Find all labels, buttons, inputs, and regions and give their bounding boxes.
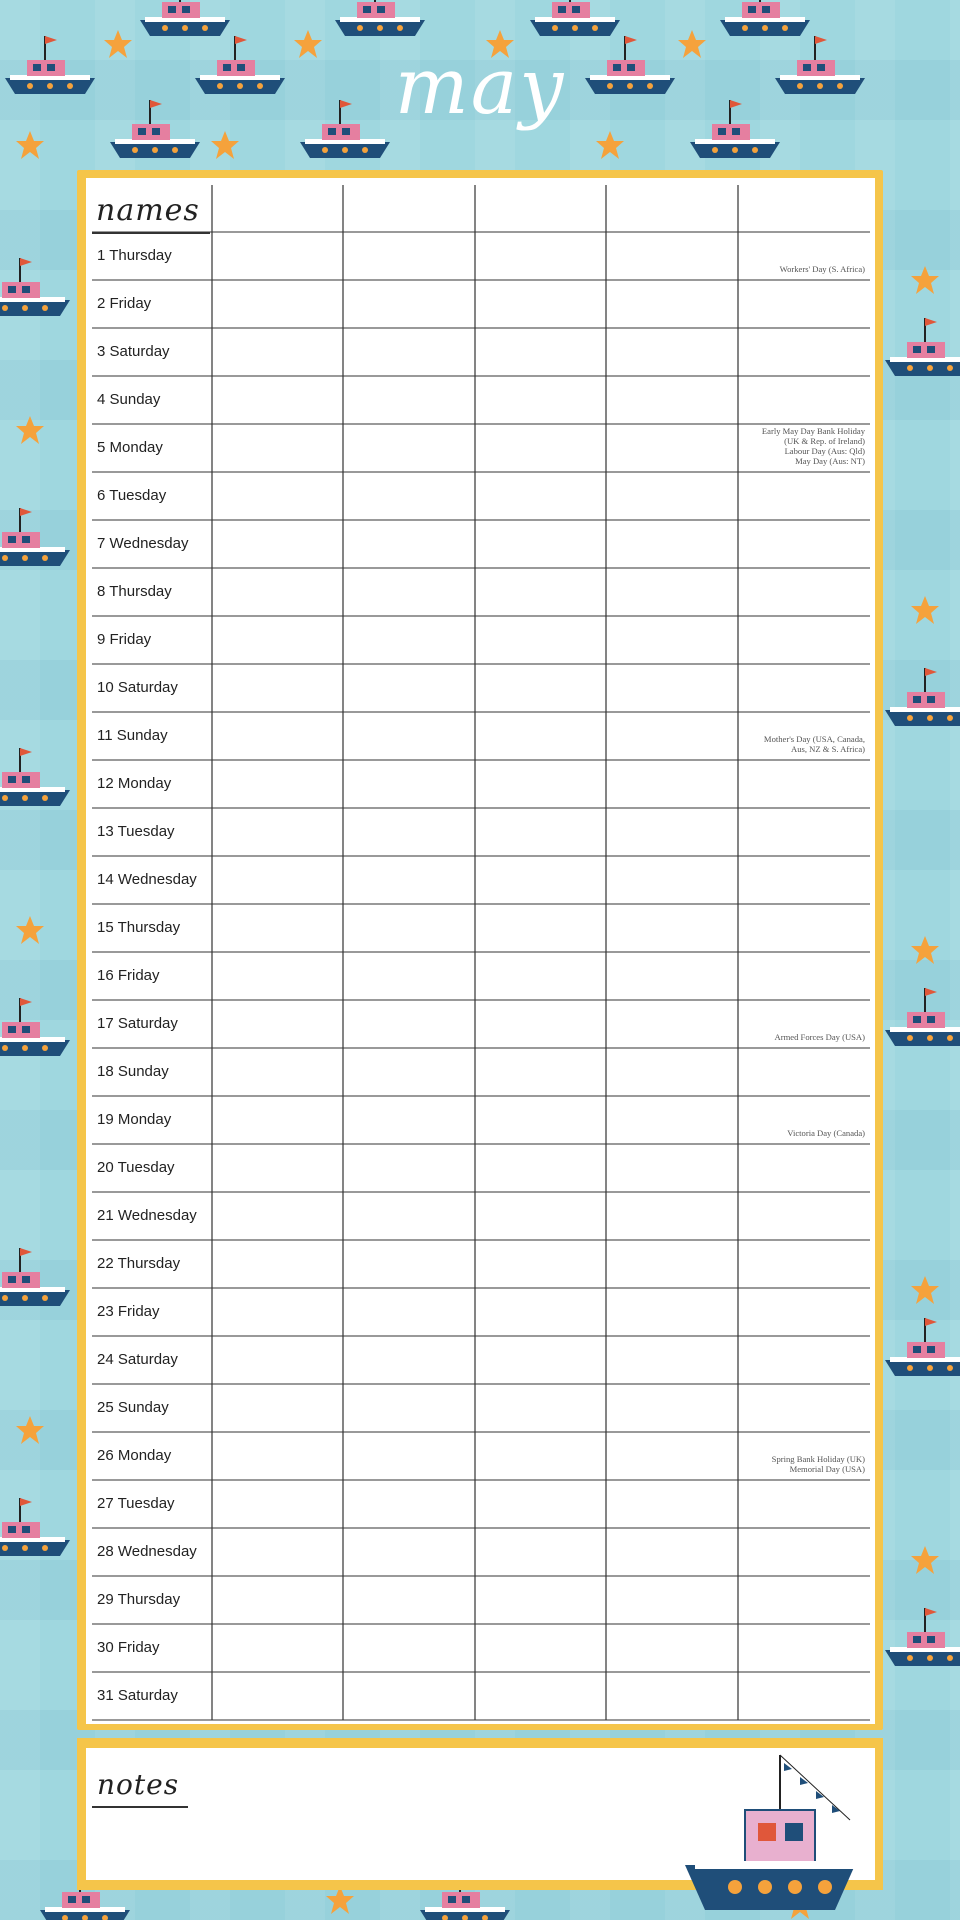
entry-cell[interactable]: [344, 1625, 474, 1671]
day-label: 20 Tuesday: [97, 1159, 175, 1176]
day-label: 27 Tuesday: [97, 1495, 175, 1512]
entry-cell[interactable]: [476, 665, 605, 711]
entry-cell[interactable]: [344, 1337, 474, 1383]
boat-icon: [680, 1745, 870, 1915]
starfish-icon: [678, 30, 706, 58]
entry-cell[interactable]: [213, 1673, 342, 1719]
entry-cell[interactable]: [213, 1001, 342, 1047]
entry-cell[interactable]: [213, 1049, 342, 1095]
entry-cell[interactable]: [344, 281, 474, 327]
entry-cell[interactable]: [739, 521, 869, 567]
name-header-cell[interactable]: [213, 185, 342, 231]
entry-cell[interactable]: [607, 1337, 737, 1383]
name-header-cell[interactable]: [607, 185, 737, 231]
entry-cell[interactable]: [607, 521, 737, 567]
entry-cell[interactable]: [739, 1385, 869, 1431]
entry-cell[interactable]: [607, 569, 737, 615]
boat-icon: [300, 100, 390, 158]
boat-icon: [110, 100, 200, 158]
entry-cell[interactable]: [607, 1145, 737, 1191]
holiday-note: Spring Bank Holiday (UK) Memorial Day (USA): [771, 1454, 865, 1474]
boat-icon: [0, 748, 70, 806]
entry-cell[interactable]: [476, 1433, 605, 1479]
entry-cell[interactable]: [476, 1337, 605, 1383]
day-label: 7 Wednesday: [97, 535, 189, 552]
holiday-note: Armed Forces Day (USA): [774, 1032, 865, 1042]
boat-icon: [885, 1318, 960, 1376]
entry-cell[interactable]: [607, 713, 737, 759]
boat-icon: [0, 508, 70, 566]
entry-cell[interactable]: [476, 1193, 605, 1239]
boat-icon: [775, 36, 865, 94]
entry-cell[interactable]: [476, 473, 605, 519]
holiday-note: Victoria Day (Canada): [787, 1128, 865, 1138]
boat-icon: [885, 988, 960, 1046]
entry-cell[interactable]: [607, 1001, 737, 1047]
entry-cell[interactable]: [607, 1481, 737, 1527]
entry-cell[interactable]: [476, 1625, 605, 1671]
entry-cell[interactable]: [476, 1673, 605, 1719]
entry-cell[interactable]: [476, 1529, 605, 1575]
entry-cell[interactable]: [607, 809, 737, 855]
entry-cell[interactable]: [344, 761, 474, 807]
notes-label: notes: [97, 1768, 180, 1801]
entry-cell[interactable]: [213, 713, 342, 759]
entry-cell[interactable]: [739, 377, 869, 423]
day-label: 9 Friday: [97, 631, 152, 648]
entry-cell[interactable]: [739, 905, 869, 951]
entry-cell[interactable]: [344, 905, 474, 951]
entry-cell[interactable]: [344, 1673, 474, 1719]
entry-cell[interactable]: [213, 425, 342, 471]
entry-cell[interactable]: [739, 1001, 869, 1047]
entry-cell[interactable]: [344, 329, 474, 375]
entry-cell[interactable]: [476, 1577, 605, 1623]
starfish-icon: [911, 266, 939, 294]
entry-cell[interactable]: [607, 1433, 737, 1479]
entry-cell[interactable]: [607, 329, 737, 375]
entry-cell[interactable]: [213, 857, 342, 903]
names-label: names: [96, 193, 200, 228]
starfish-icon: [911, 1276, 939, 1304]
entry-cell[interactable]: [607, 473, 737, 519]
day-label: 17 Saturday: [97, 1015, 178, 1032]
entry-cell[interactable]: [739, 665, 869, 711]
entry-cell[interactable]: [739, 329, 869, 375]
entry-cell[interactable]: [739, 1673, 869, 1719]
entry-cell[interactable]: [739, 1097, 869, 1143]
entry-cell[interactable]: [739, 1337, 869, 1383]
entry-cell[interactable]: [739, 473, 869, 519]
entry-cell[interactable]: [607, 857, 737, 903]
entry-cell[interactable]: [739, 425, 869, 471]
entry-cell[interactable]: [739, 1481, 869, 1527]
day-label: 13 Tuesday: [97, 823, 175, 840]
entry-cell[interactable]: [213, 377, 342, 423]
entry-cell[interactable]: [739, 1625, 869, 1671]
entry-cell[interactable]: [213, 1097, 342, 1143]
entry-cell[interactable]: [607, 1529, 737, 1575]
day-label: 4 Sunday: [97, 391, 161, 408]
entry-cell[interactable]: [739, 1193, 869, 1239]
boat-icon: [0, 258, 70, 316]
entry-cell[interactable]: [344, 665, 474, 711]
entry-cell[interactable]: [213, 473, 342, 519]
entry-cell[interactable]: [213, 1433, 342, 1479]
entry-cell[interactable]: [344, 1289, 474, 1335]
entry-cell[interactable]: [476, 1145, 605, 1191]
day-label: 16 Friday: [97, 967, 160, 984]
entry-cell[interactable]: [476, 425, 605, 471]
entry-cell[interactable]: [476, 761, 605, 807]
entry-cell[interactable]: [476, 857, 605, 903]
starfish-icon: [16, 416, 44, 444]
entry-cell[interactable]: [739, 857, 869, 903]
day-label: 25 Sunday: [97, 1399, 169, 1416]
starfish-icon: [16, 1416, 44, 1444]
entry-cell[interactable]: [476, 809, 605, 855]
entry-cell[interactable]: [739, 569, 869, 615]
entry-cell[interactable]: [607, 1049, 737, 1095]
starfish-icon: [596, 131, 624, 159]
entry-cell[interactable]: [213, 569, 342, 615]
entry-cell[interactable]: [607, 1193, 737, 1239]
entry-cell[interactable]: [476, 521, 605, 567]
entry-cell[interactable]: [739, 281, 869, 327]
starfish-icon: [104, 30, 132, 58]
entry-cell[interactable]: [607, 233, 737, 279]
entry-cell[interactable]: [607, 1625, 737, 1671]
entry-cell[interactable]: [344, 1577, 474, 1623]
entry-cell[interactable]: [213, 329, 342, 375]
starfish-icon: [211, 131, 239, 159]
entry-cell[interactable]: [344, 617, 474, 663]
day-label: 1 Thursday: [97, 247, 172, 264]
entry-cell[interactable]: [344, 1001, 474, 1047]
entry-cell[interactable]: [476, 1385, 605, 1431]
entry-cell[interactable]: [213, 617, 342, 663]
holiday-note: Mother's Day (USA, Canada, Aus, NZ & S. Africa): [763, 734, 865, 754]
entry-cell[interactable]: [739, 1577, 869, 1623]
day-label: 18 Sunday: [97, 1063, 169, 1080]
starfish-icon: [294, 30, 322, 58]
entry-cell[interactable]: [739, 713, 869, 759]
entry-cell[interactable]: [213, 953, 342, 999]
boat-icon: [335, 0, 425, 36]
entry-cell[interactable]: [607, 617, 737, 663]
day-label: 26 Monday: [97, 1447, 172, 1464]
entry-cell[interactable]: [344, 1097, 474, 1143]
entry-cell[interactable]: [739, 233, 869, 279]
entry-cell[interactable]: [344, 809, 474, 855]
starfish-icon: [326, 1886, 354, 1914]
entry-cell[interactable]: [344, 1385, 474, 1431]
day-label: 21 Wednesday: [97, 1207, 197, 1224]
name-header-cell[interactable]: [344, 185, 474, 231]
boat-icon: [885, 1608, 960, 1666]
entry-cell[interactable]: [213, 1385, 342, 1431]
entry-cell[interactable]: [607, 377, 737, 423]
entry-cell[interactable]: [739, 809, 869, 855]
day-label: 22 Thursday: [97, 1255, 181, 1272]
month-title: may: [394, 42, 566, 132]
day-label: 11 Sunday: [97, 727, 168, 744]
entry-cell[interactable]: [344, 1433, 474, 1479]
entry-cell[interactable]: [607, 1577, 737, 1623]
entry-cell[interactable]: [344, 1193, 474, 1239]
entry-cell[interactable]: [476, 233, 605, 279]
day-label: 6 Tuesday: [97, 487, 167, 504]
boat-icon: [0, 1498, 70, 1556]
entry-cell[interactable]: [607, 1289, 737, 1335]
day-label: 30 Friday: [97, 1639, 160, 1656]
entry-cell[interactable]: [476, 377, 605, 423]
entry-cell[interactable]: [213, 521, 342, 567]
entry-cell[interactable]: [213, 233, 342, 279]
name-header-cell[interactable]: [739, 185, 869, 231]
entry-cell[interactable]: [607, 281, 737, 327]
entry-cell[interactable]: [607, 1241, 737, 1287]
entry-cell[interactable]: [476, 905, 605, 951]
name-header-cell[interactable]: [476, 185, 605, 231]
day-label: 12 Monday: [97, 775, 172, 792]
notes-underline: [92, 1806, 188, 1808]
day-label: 5 Monday: [97, 439, 163, 456]
entry-cell[interactable]: [213, 809, 342, 855]
day-label: 14 Wednesday: [97, 871, 197, 888]
entry-cell[interactable]: [607, 1673, 737, 1719]
entry-cell[interactable]: [213, 1625, 342, 1671]
day-label: 15 Thursday: [97, 919, 181, 936]
boat-icon: [690, 100, 780, 158]
boat-icon: [720, 0, 810, 36]
entry-cell[interactable]: [476, 1241, 605, 1287]
day-label: 24 Saturday: [97, 1351, 178, 1368]
entry-cell[interactable]: [344, 233, 474, 279]
entry-cell[interactable]: [344, 1481, 474, 1527]
day-label: 23 Friday: [97, 1303, 160, 1320]
entry-cell[interactable]: [739, 617, 869, 663]
entry-cell[interactable]: [213, 1289, 342, 1335]
entry-cell[interactable]: [213, 1145, 342, 1191]
entry-cell[interactable]: [476, 1049, 605, 1095]
entry-cell[interactable]: [344, 1145, 474, 1191]
entry-cell[interactable]: [213, 1577, 342, 1623]
entry-cell[interactable]: [607, 665, 737, 711]
boat-icon: [5, 36, 95, 94]
entry-cell[interactable]: [739, 1289, 869, 1335]
entry-cell[interactable]: [344, 569, 474, 615]
entry-cell[interactable]: [739, 1241, 869, 1287]
entry-cell[interactable]: [476, 329, 605, 375]
day-label: 31 Saturday: [97, 1687, 178, 1704]
starfish-icon: [911, 936, 939, 964]
entry-cell[interactable]: [344, 425, 474, 471]
entry-cell[interactable]: [213, 761, 342, 807]
entry-cell[interactable]: [344, 713, 474, 759]
entry-cell[interactable]: [476, 569, 605, 615]
day-label: 8 Thursday: [97, 583, 172, 600]
entry-cell[interactable]: [213, 1193, 342, 1239]
entry-cell[interactable]: [344, 473, 474, 519]
entry-cell[interactable]: [607, 905, 737, 951]
entry-cell[interactable]: [607, 1097, 737, 1143]
entry-cell[interactable]: [476, 1289, 605, 1335]
starfish-icon: [911, 1546, 939, 1574]
boat-icon: [195, 36, 285, 94]
starfish-icon: [16, 916, 44, 944]
entry-cell[interactable]: [213, 1529, 342, 1575]
entry-cell[interactable]: [213, 281, 342, 327]
entry-cell[interactable]: [607, 953, 737, 999]
entry-cell[interactable]: [213, 665, 342, 711]
starfish-icon: [911, 596, 939, 624]
day-label: 19 Monday: [97, 1111, 172, 1128]
entry-cell[interactable]: [739, 1049, 869, 1095]
boat-icon: [0, 998, 70, 1056]
day-label: 10 Saturday: [97, 679, 178, 696]
entry-cell[interactable]: [476, 1481, 605, 1527]
entry-cell[interactable]: [476, 1097, 605, 1143]
boat-icon: [530, 0, 620, 36]
entry-cell[interactable]: [739, 1433, 869, 1479]
boat-icon: [0, 1248, 70, 1306]
entry-cell[interactable]: [344, 953, 474, 999]
holiday-note: Early May Day Bank Holiday (UK & Rep. of Ireland) Labour Day (Aus: Qld) May Day (Aus: NT): [761, 426, 865, 466]
day-label: 28 Wednesday: [97, 1543, 197, 1560]
entry-cell[interactable]: [607, 761, 737, 807]
entry-cell[interactable]: [476, 1001, 605, 1047]
entry-cell[interactable]: [739, 1145, 869, 1191]
day-label: 29 Thursday: [97, 1591, 181, 1608]
entry-cell[interactable]: [213, 905, 342, 951]
entry-cell[interactable]: [476, 281, 605, 327]
boat-icon: [885, 668, 960, 726]
entry-cell[interactable]: [344, 1529, 474, 1575]
entry-cell[interactable]: [213, 1337, 342, 1383]
entry-cell[interactable]: [739, 953, 869, 999]
day-label: 2 Friday: [97, 295, 152, 312]
boat-icon: [585, 36, 675, 94]
entry-cell[interactable]: [213, 1481, 342, 1527]
entry-cell[interactable]: [476, 713, 605, 759]
entry-cell[interactable]: [739, 761, 869, 807]
entry-cell[interactable]: [213, 1241, 342, 1287]
entry-cell[interactable]: [476, 953, 605, 999]
entry-cell[interactable]: [476, 617, 605, 663]
entry-cell[interactable]: [344, 857, 474, 903]
entry-cell[interactable]: [344, 521, 474, 567]
day-label: 3 Saturday: [97, 343, 170, 360]
entry-cell[interactable]: [607, 1385, 737, 1431]
starfish-icon: [16, 131, 44, 159]
entry-cell[interactable]: [344, 1049, 474, 1095]
entry-cell[interactable]: [344, 1241, 474, 1287]
boat-icon: [140, 0, 230, 36]
entry-cell[interactable]: [607, 425, 737, 471]
boat-icon: [885, 318, 960, 376]
holiday-note: Workers' Day (S. Africa): [779, 264, 865, 274]
entry-cell[interactable]: [344, 377, 474, 423]
entry-cell[interactable]: [739, 1529, 869, 1575]
